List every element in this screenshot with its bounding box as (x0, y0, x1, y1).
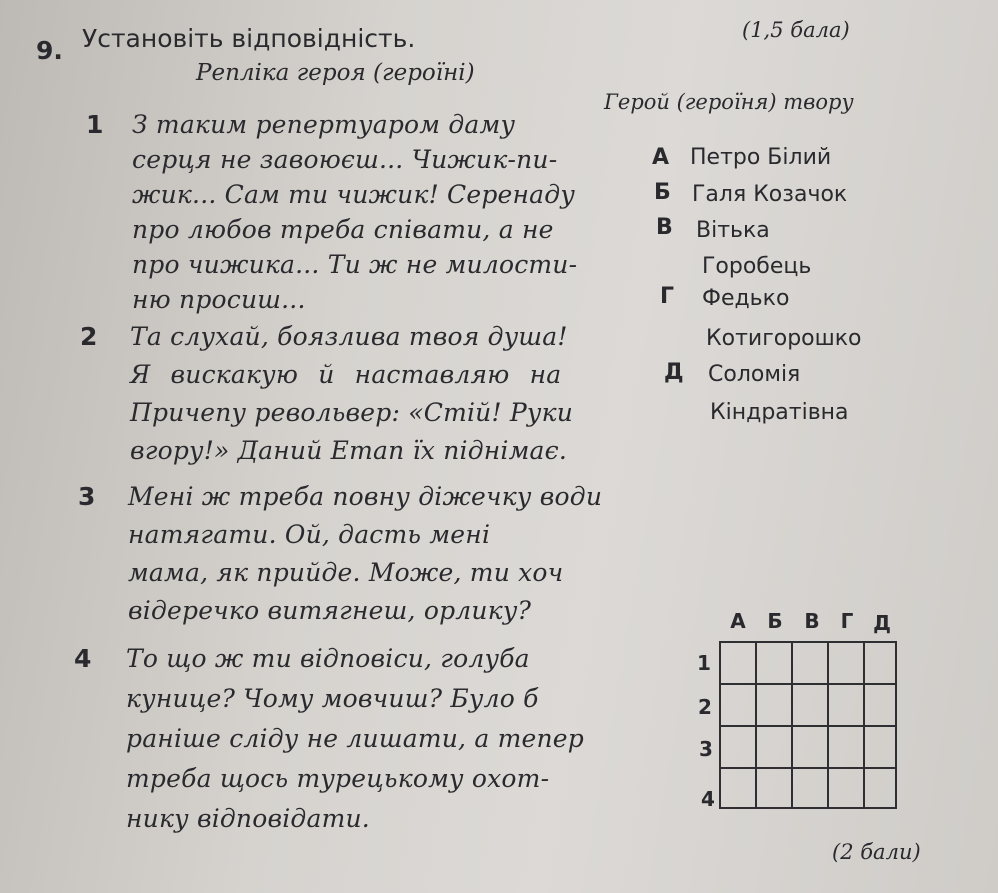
answer-points: (2 бали) (832, 840, 921, 864)
right-column-header: Герой (героїня) твору (604, 90, 854, 114)
quote-line: Причепу револьвер: «Стій! Руки (130, 398, 574, 427)
quote-line: про любов треба співати, а не (132, 215, 554, 244)
quote-line: ню просиш... (132, 285, 306, 314)
hero-letter-h: Г (660, 284, 675, 309)
quote-line: нику відповідати. (126, 804, 370, 833)
quote-number-4: 4 (74, 644, 92, 673)
quote-line: То що ж ти відповіси, голуба (126, 644, 530, 673)
hero-letter-b: Б (654, 180, 671, 205)
question-points: (1,5 бала) (742, 18, 850, 42)
hero-letter-d: Д (664, 360, 684, 385)
quote-line: З таким репертуаром даму (132, 110, 516, 139)
quote-line: Мені ж треба повну діжечку води (128, 482, 603, 511)
quote-number-2: 2 (80, 322, 98, 351)
quote-line: натягати. Ой, дасть мені (128, 520, 491, 549)
grid-row-header: 3 (699, 737, 713, 761)
hero-name: Федько (702, 286, 790, 311)
quote-line: кунице? Чому мовчиш? Було б (126, 684, 539, 713)
grid-col-header: Д (873, 611, 891, 635)
hero-name: Соломія (708, 362, 801, 387)
quote-line: треба щось турецькому охот- (126, 764, 550, 793)
grid-col-header: Б (767, 609, 783, 633)
hero-letter-a: А (652, 145, 670, 170)
quote-line: відеречко витягнеш, орлику? (128, 596, 532, 625)
grid-row-header: 2 (698, 695, 712, 719)
hero-name: Вітька (696, 218, 770, 243)
hero-name: Петро Білий (690, 145, 832, 170)
quote-line: раніше сліду не лишати, а тепер (126, 724, 584, 753)
quote-line: мама, як прийде. Може, ти хоч (128, 558, 564, 587)
quote-line: вгору!» Даний Етап їх піднімає. (130, 436, 568, 465)
left-column-header: Репліка героя (героїні) (196, 60, 475, 86)
grid-row-header: 4 (701, 787, 715, 811)
quote-line: жик... Сам ти чижик! Серенаду (132, 180, 576, 209)
hero-name: Горобець (702, 254, 812, 279)
hero-name: Котигорошко (706, 326, 862, 351)
grid-col-header: А (730, 609, 746, 633)
hero-letter-v: В (656, 215, 673, 240)
quote-number-1: 1 (86, 110, 104, 139)
hero-name: Кіндратівна (710, 400, 849, 425)
answer-grid (690, 600, 900, 820)
question-number: 9. (36, 36, 63, 65)
grid-col-header: Г (840, 609, 854, 633)
quote-number-3: 3 (78, 482, 96, 511)
quote-line: серця не завоюєш... Чижик-пи- (132, 145, 558, 174)
grid-col-header: В (804, 609, 820, 633)
grid-row-header: 1 (697, 651, 711, 675)
hero-name: Галя Козачок (692, 182, 848, 207)
quote-line: Я вискакую й наставляю на (130, 360, 562, 389)
question-title: Установіть відповідність. (82, 24, 416, 53)
quote-line: про чижика... Ти ж не милости- (132, 250, 578, 279)
quote-line: Та слухай, боязлива твоя душа! (130, 322, 568, 351)
